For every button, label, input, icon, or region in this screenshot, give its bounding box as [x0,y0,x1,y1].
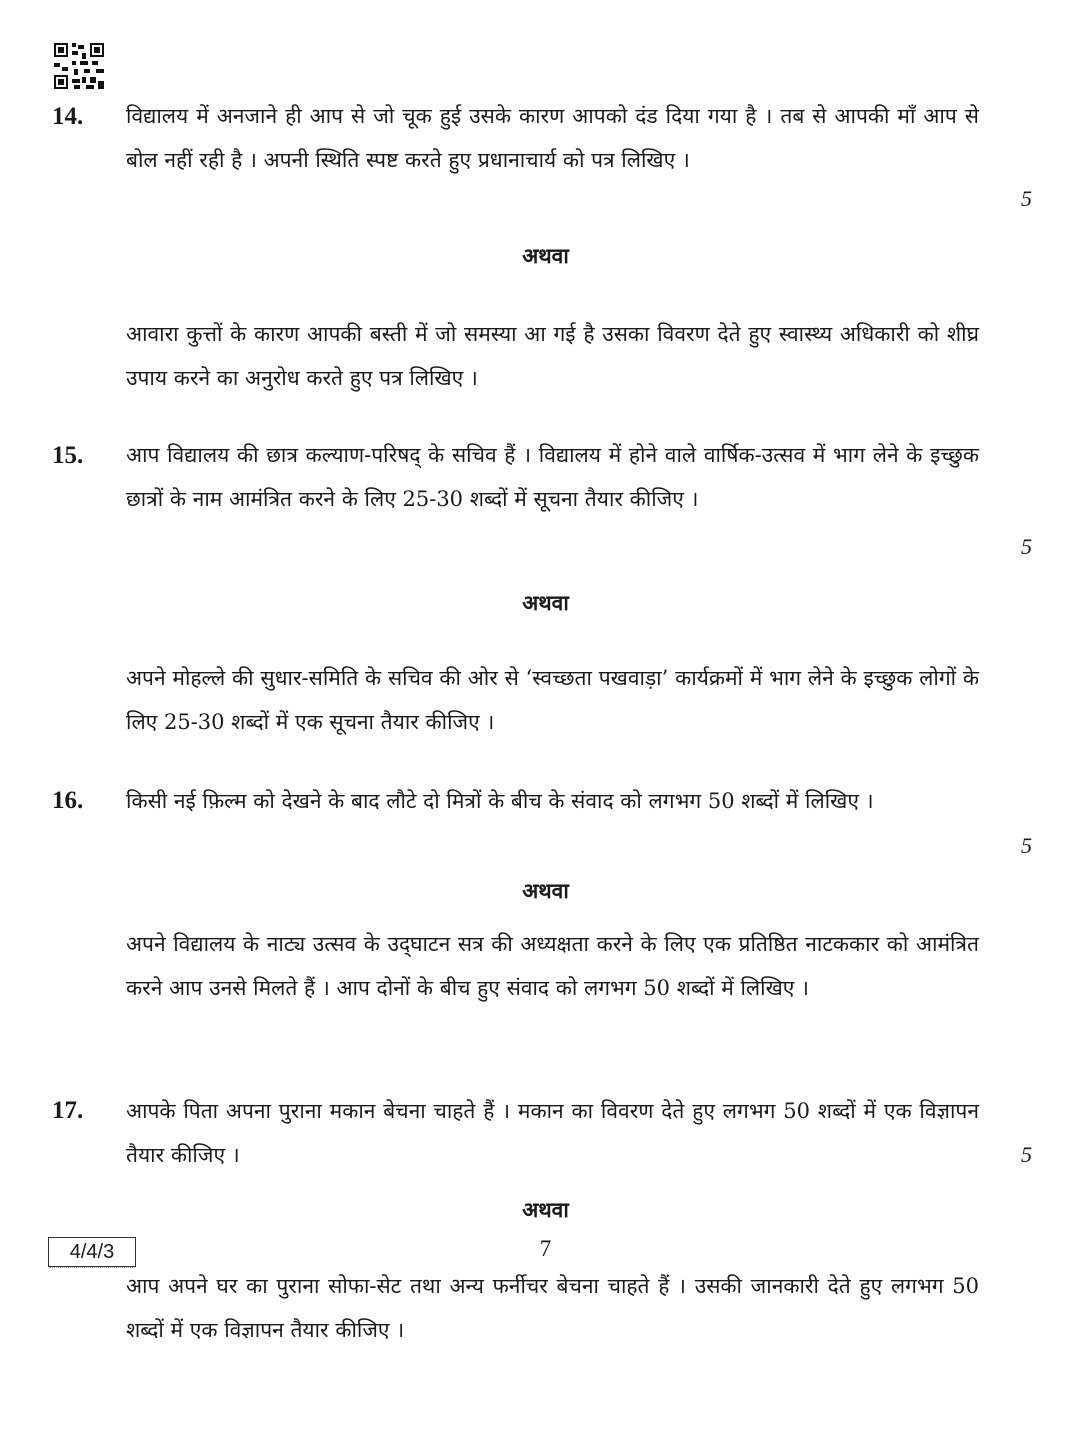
question-text: आप विद्यालय की छात्र कल्याण-परिषद् के सचिव हैं । विद्यालय में होने वाले वार्षिक-उत्सव में भाग लेने के इच्छुक छात्रों के नाम आमंत्रित करने के लिए 25-30 शब्दों में सूचना तैयार कीजिए । [126,443,979,511]
or-separator: अथवा [522,1197,569,1222]
marks: 5 [1021,833,1032,858]
alternative-question-text: अपने मोहल्ले की सुधार-समिति के सचिव की ओर से ‘स्वच्छता पखवाड़ा’ कार्यक्रमों में भाग लेने के इच्छुक लोगों के लिए 25-30 शब्दों में एक सूचना तैयार कीजिए । [126,666,979,734]
page-number: 7 [539,1236,552,1261]
alternative-question-text: आवारा कुत्तों के कारण आपकी बस्ती में जो समस्या आ गई है उसका विवरण देते हुए स्वास्थ्य अधिकारी को शीघ्र उपाय करने का अनुरोध करते हुए पत्र लिखिए । [126,322,979,390]
or-separator: अथवा [522,878,569,903]
paper-code: 4/4/3 [69,1241,115,1263]
question-number: 14. [52,103,84,130]
qr-code-icon [54,43,104,89]
alternative-question-text: अपने विद्यालय के नाट्य उत्सव के उद्‌घाटन सत्र की अध्यक्षता करने के लिए एक प्रतिष्ठित नाटककार को आमंत्रित करने आप उनसे मिलते हैं । आप दोनों के बीच हुए संवाद को लगभग 50 शब्दों में लिखिए । [126,932,979,1000]
code-box-dotted-line [49,1267,135,1276]
marks: 5 [1021,534,1032,559]
question-text: किसी नई फ़िल्म को देखने के बाद लौटे दो मित्रों के बीच के संवाद को लगभग 50 शब्दों में लिखिए । [126,789,874,813]
alternative-question-text: आप अपने घर का पुराना सोफा-सेट तथा अन्य फर्नीचर बेचना चाहते हैं । उसकी जानकारी देते हुए लगभग 50 शब्दों में एक विज्ञापन तैयार कीजिए । [126,1274,979,1342]
question-number: 15. [52,442,84,469]
or-separator: अथवा [522,590,569,615]
or-separator: अथवा [522,243,569,268]
question-text: विद्यालय में अनजाने ही आप से जो चूक हुई उसके कारण आपको दंड दिया गया है । तब से आपकी माँ आप से बोल नहीं रही है । अपनी स्थिति स्पष्ट करते हुए प्रधानाचार्य को पत्र लिखिए । [126,104,979,172]
marks: 5 [1021,186,1032,211]
question-number: 16. [52,787,84,814]
question-number: 17. [52,1097,84,1124]
question-text: आपके पिता अपना पुराना मकान बेचना चाहते हैं । मकान का विवरण देते हुए लगभग 50 शब्दों में एक विज्ञापन तैयार कीजिए । [126,1099,979,1167]
marks: 5 [1021,1142,1032,1167]
